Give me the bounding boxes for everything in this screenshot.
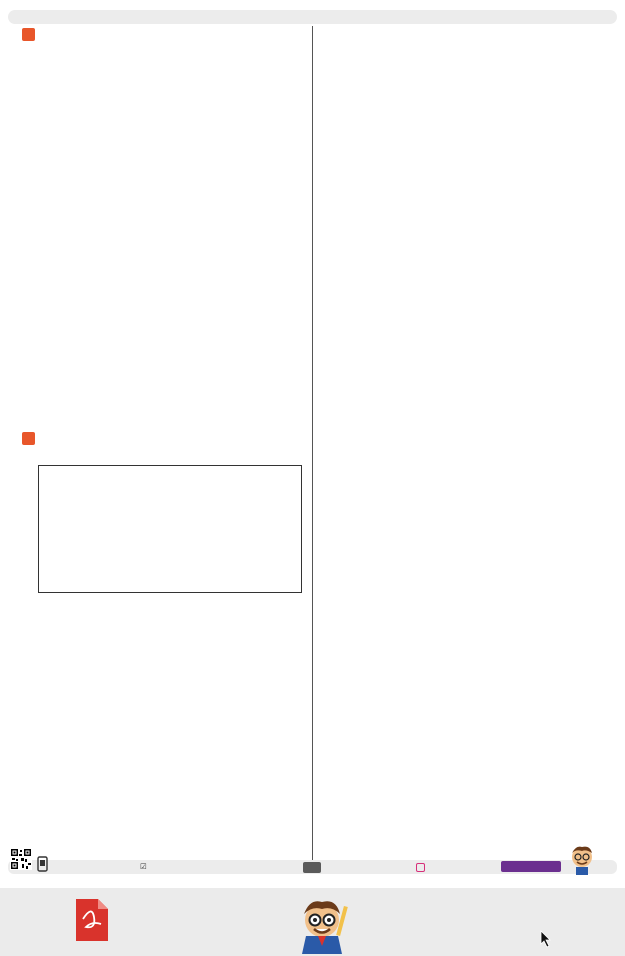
phone-scan-icon	[36, 856, 50, 872]
cursor-icon	[539, 930, 553, 948]
question-number-21	[22, 432, 35, 445]
column-divider	[312, 26, 313, 864]
mascot-icon	[566, 843, 598, 875]
mascot-large-icon	[296, 896, 352, 954]
check-icon: ☑	[140, 862, 147, 871]
qr-code-icon[interactable]	[10, 848, 32, 870]
figure-2-strip	[140, 165, 300, 220]
page-number	[303, 862, 321, 873]
question-number-20	[22, 28, 35, 41]
instagram-icon	[416, 863, 425, 872]
top-bar	[8, 10, 617, 24]
site-badge[interactable]	[501, 861, 561, 872]
q20-triangle-row	[28, 50, 303, 90]
instagram-handle[interactable]	[416, 863, 425, 872]
flags-area	[100, 466, 298, 590]
pdf-file-icon	[74, 897, 110, 943]
answer-key-link[interactable]	[140, 862, 147, 871]
figure-1-nonagon	[32, 152, 116, 236]
